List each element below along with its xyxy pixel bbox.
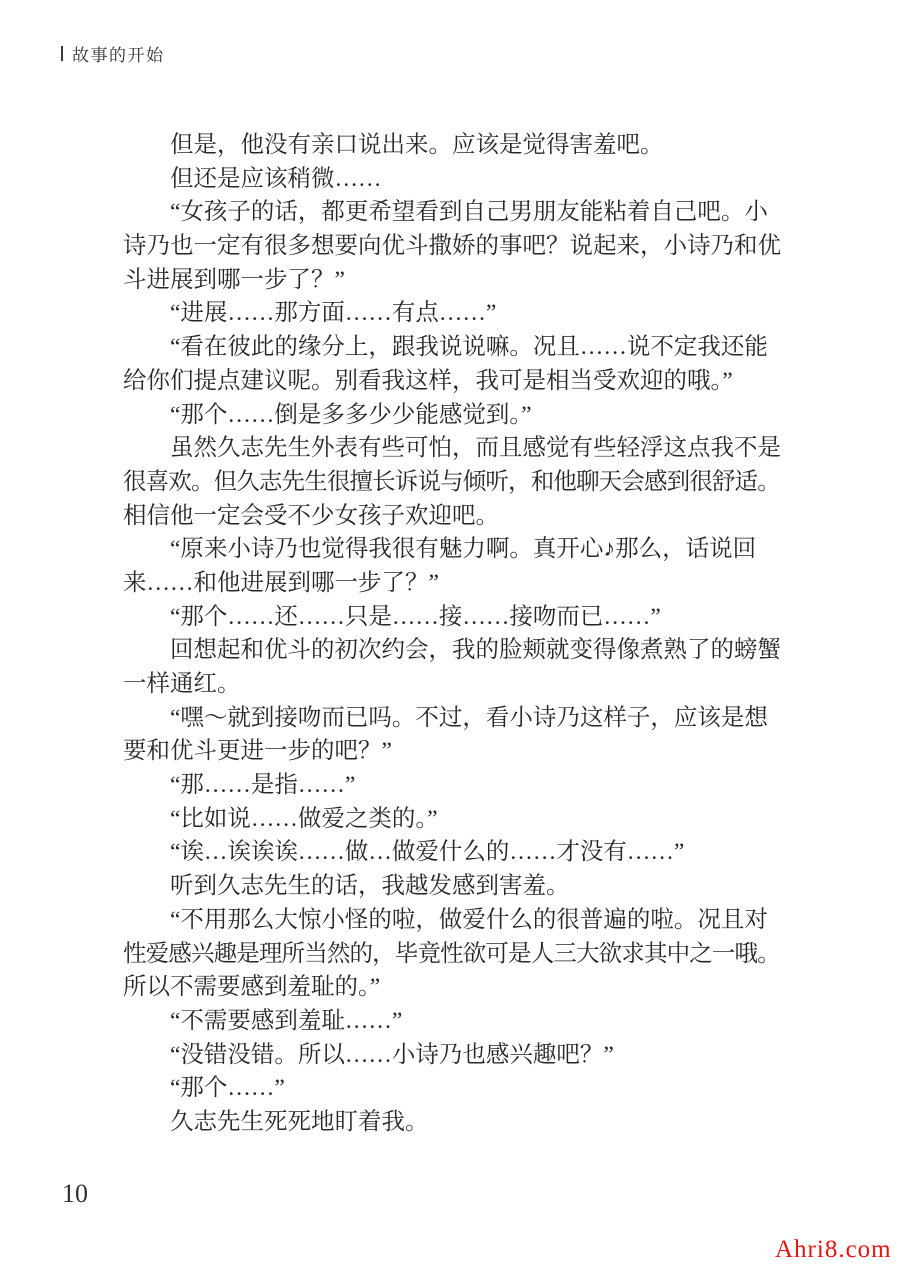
text-line: “那个……还……只是……接……接吻而已……”	[170, 603, 661, 630]
text-line: 性爱感兴趣是理所当然的，毕竟性欲可是人三大欲求其中之一哦。	[123, 940, 780, 967]
text-line: 久志先生死死地盯着我。	[170, 1108, 429, 1135]
text-line: “那个……”	[170, 1075, 285, 1102]
text-line: 回想起和优斗的初次约会，我的脸颊就变得像煮熟了的螃蟹	[170, 637, 781, 664]
text-line: “女孩子的话，都更希望看到自己男朋友能粘着自己吧。小	[170, 199, 768, 226]
text-line: 相信他一定会受不少女孩子欢迎吧。	[123, 502, 499, 529]
text-line: 但还是应该稍微……	[170, 165, 382, 192]
text-line: 听到久志先生的话，我越发感到害羞。	[170, 873, 570, 900]
text-line: 来……和他进展到哪一步了？”	[123, 569, 439, 596]
text-line: “诶…诶诶诶……做…做爱什么的……才没有……”	[170, 839, 685, 866]
text-line: “看在彼此的缘分上，跟我说说嘛。况且……说不定我还能	[170, 334, 768, 361]
text-line: 诗乃也一定有很多想要向优斗撒娇的事吧？说起来，小诗乃和优	[123, 233, 781, 260]
text-line: “原来小诗乃也觉得我很有魅力啊。真开心♪那么，话说回	[170, 536, 757, 563]
text-line: “不需要感到羞耻……”	[170, 1007, 403, 1034]
page-number: 10	[62, 1179, 88, 1208]
header-title: 故事的开始	[72, 46, 165, 65]
text-line: 一样通红。	[123, 671, 241, 697]
text-line: “进展……那方面……有点……”	[170, 300, 497, 327]
running-header	[61, 41, 165, 66]
text-line: 虽然久志先生外表有些可怕，而且感觉有些轻浮这点我不是	[170, 435, 781, 462]
text-line: “比如说……做爱之类的。”	[170, 805, 438, 832]
text-line: “嘿～就到接吻而已吗。不过，看小诗乃这样子，应该是想	[170, 704, 768, 731]
text-line: “不用那么大惊小怪的啦，做爱什么的很普遍的啦。况且对	[170, 906, 768, 933]
text-line: 要和优斗更进一步的吧？”	[123, 738, 392, 765]
body-text	[123, 129, 781, 1140]
text-line: 但是，他没有亲口说出来。应该是觉得害羞吧。	[170, 132, 664, 158]
text-line: “没错没错。所以……小诗乃也感兴趣吧？”	[170, 1041, 614, 1068]
text-line: 所以不需要感到羞耻的。”	[123, 974, 381, 1001]
text-line: “那……是指……”	[170, 772, 356, 799]
text-line: 很喜欢。但久志先生很擅长诉说与倾听，和他聊天会感到很舒适。	[123, 468, 780, 495]
watermark-text: Ahri8.com	[775, 1236, 892, 1263]
text-line: 给你们提点建议呢。别看我这样，我可是相当受欢迎的哦。”	[123, 367, 733, 394]
text-line: 斗进展到哪一步了？”	[123, 266, 345, 293]
text-line: “那个……倒是多多少少能感觉到。”	[170, 401, 532, 428]
header-rule	[61, 46, 63, 61]
